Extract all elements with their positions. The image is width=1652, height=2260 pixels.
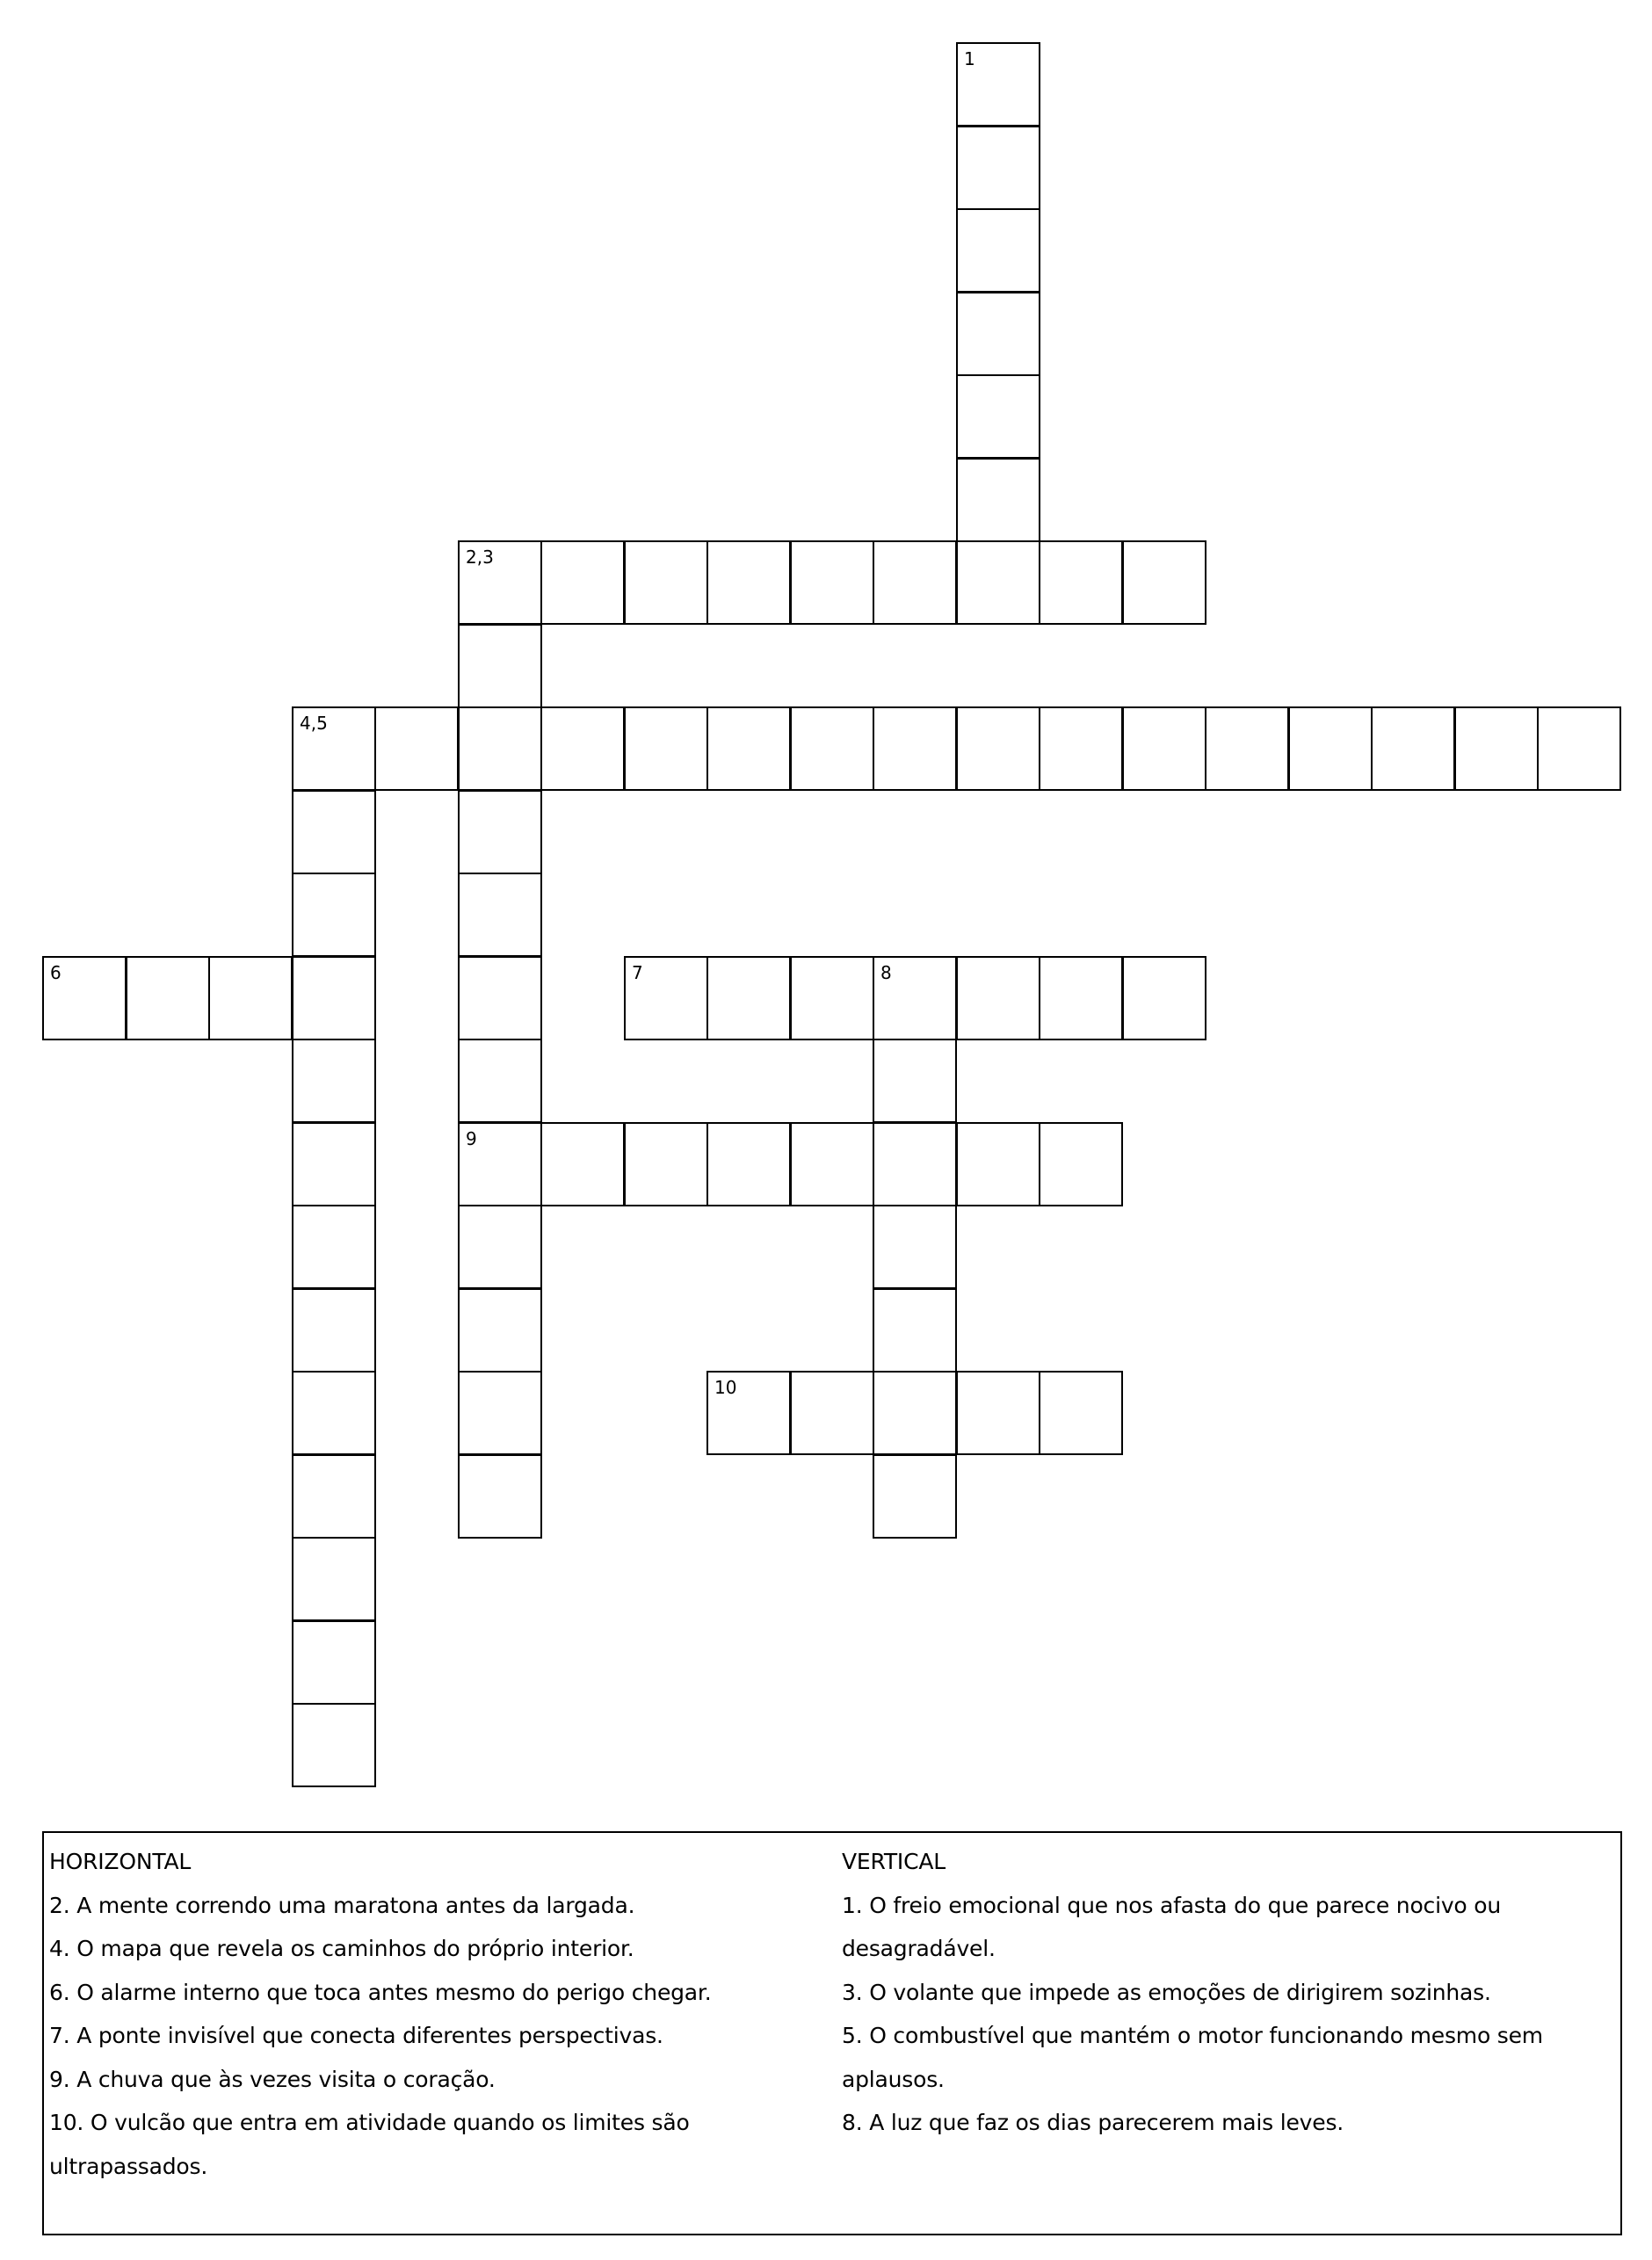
crossword-cell[interactable] <box>292 873 376 957</box>
crossword-cell[interactable] <box>292 790 376 874</box>
crossword-cell[interactable] <box>790 1122 874 1206</box>
clue-number: 8 <box>880 962 892 983</box>
crossword-cell[interactable] <box>706 1122 791 1206</box>
clues-box <box>42 1831 1622 2235</box>
crossword-cell[interactable] <box>956 42 1040 127</box>
horizontal-clue-line: 2. A mente correndo uma maratona antes da largada. <box>49 1892 635 1918</box>
crossword-cell[interactable] <box>292 1371 376 1455</box>
crossword-cell[interactable] <box>1122 540 1206 625</box>
crossword-cell[interactable] <box>1039 706 1123 791</box>
crossword-cell[interactable] <box>956 458 1040 542</box>
crossword-cell[interactable] <box>790 1371 874 1455</box>
crossword-cell[interactable] <box>790 706 874 791</box>
horizontal-clues <box>49 1840 822 2188</box>
horizontal-clue-line: 10. O vulcão que entra em atividade quando os limites são <box>49 2110 690 2135</box>
crossword-cell[interactable] <box>790 956 874 1040</box>
crossword-cell[interactable] <box>1205 706 1289 791</box>
crossword-cell[interactable] <box>292 1537 376 1621</box>
crossword-cell[interactable] <box>956 208 1040 293</box>
crossword-cell[interactable] <box>292 1703 376 1787</box>
crossword-cell[interactable] <box>1288 706 1373 791</box>
crossword-cell[interactable] <box>706 1371 791 1455</box>
horizontal-clue-line: 4. O mapa que revela os caminhos do próprio interior. <box>49 1936 634 1961</box>
crossword-cell[interactable] <box>458 873 542 957</box>
crossword-cell[interactable] <box>292 1039 376 1123</box>
crossword-cell[interactable] <box>292 1122 376 1206</box>
clue-number: 1 <box>964 48 975 69</box>
crossword-cell[interactable] <box>540 540 625 625</box>
crossword-cell[interactable] <box>1122 706 1206 791</box>
crossword-cell[interactable] <box>1537 706 1621 791</box>
crossword-cell[interactable] <box>873 1288 957 1373</box>
crossword-cell[interactable] <box>458 624 542 708</box>
crossword-cell[interactable] <box>1039 1371 1123 1455</box>
clue-number: 6 <box>50 962 62 983</box>
vertical-clues <box>842 1840 1615 2145</box>
crossword-cell[interactable] <box>956 956 1040 1040</box>
vertical-clue-line: desagradável. <box>842 1936 996 1961</box>
crossword-cell[interactable] <box>790 540 874 625</box>
crossword-cell[interactable] <box>374 706 459 791</box>
crossword-cell[interactable] <box>292 1454 376 1539</box>
crossword-cell[interactable] <box>292 1288 376 1373</box>
crossword-cell[interactable] <box>458 1205 542 1289</box>
crossword-cell[interactable] <box>873 540 957 625</box>
crossword-cell[interactable] <box>458 1122 542 1206</box>
crossword-cell[interactable] <box>458 1288 542 1373</box>
crossword-cell[interactable] <box>292 956 376 1040</box>
crossword-cell[interactable] <box>956 1122 1040 1206</box>
crossword-cell[interactable] <box>458 1371 542 1455</box>
horizontal-clue-line: ultrapassados. <box>49 2153 208 2179</box>
crossword-cell[interactable] <box>624 956 708 1040</box>
vertical-clue-line: aplausos. <box>842 2066 945 2092</box>
crossword-cell[interactable] <box>706 540 791 625</box>
clue-number: 10 <box>714 1377 737 1398</box>
vertical-clue-line: 1. O freio emocional que nos afasta do que parece nocivo ou <box>842 1892 1502 1918</box>
crossword-cell[interactable] <box>292 1620 376 1705</box>
crossword-cell[interactable] <box>458 956 542 1040</box>
crossword-cell[interactable] <box>1122 956 1206 1040</box>
crossword-cell[interactable] <box>956 374 1040 459</box>
crossword-cell[interactable] <box>1039 1122 1123 1206</box>
clue-number: 2,3 <box>466 547 494 568</box>
vertical-clue-line: 3. O volante que impede as emoções de dirigirem sozinhas. <box>842 1979 1491 2005</box>
crossword-cell[interactable] <box>956 126 1040 210</box>
vertical-clue-line: 5. O combustível que mantém o motor funcionando mesmo sem <box>842 2023 1543 2048</box>
crossword-cell[interactable] <box>1371 706 1455 791</box>
crossword-cell[interactable] <box>458 790 542 874</box>
crossword-cell[interactable] <box>956 1371 1040 1455</box>
vertical-clue-line: 8. A luz que faz os dias parecerem mais leves. <box>842 2110 1344 2135</box>
crossword-cell[interactable] <box>292 1205 376 1289</box>
vertical-heading: VERTICAL <box>842 1849 946 1874</box>
horizontal-clue-line: 9. A chuva que às vezes visita o coração. <box>49 2066 496 2092</box>
clue-number: 9 <box>466 1128 477 1149</box>
crossword-cell[interactable] <box>873 1122 957 1206</box>
clue-number: 4,5 <box>300 713 328 734</box>
crossword-cell[interactable] <box>956 540 1040 625</box>
crossword-cell[interactable] <box>42 956 127 1040</box>
crossword-cell[interactable] <box>624 1122 708 1206</box>
crossword-cell[interactable] <box>458 706 542 791</box>
crossword-cell[interactable] <box>706 706 791 791</box>
crossword-cell[interactable] <box>208 956 293 1040</box>
crossword-cell[interactable] <box>873 1039 957 1123</box>
horizontal-clue-line: 6. O alarme interno que toca antes mesmo do perigo chegar. <box>49 1979 712 2005</box>
crossword-cell[interactable] <box>540 706 625 791</box>
crossword-cell[interactable] <box>624 706 708 791</box>
crossword-cell[interactable] <box>873 1454 957 1539</box>
crossword-cell[interactable] <box>873 956 957 1040</box>
crossword-cell[interactable] <box>292 706 376 791</box>
crossword-cell[interactable] <box>1039 540 1123 625</box>
crossword-cell[interactable] <box>540 1122 625 1206</box>
crossword-cell[interactable] <box>956 706 1040 791</box>
horizontal-clue-line: 7. A ponte invisível que conecta diferentes perspectivas. <box>49 2023 663 2048</box>
crossword-cell[interactable] <box>873 706 957 791</box>
crossword-cell[interactable] <box>1039 956 1123 1040</box>
crossword-cell[interactable] <box>458 1454 542 1539</box>
horizontal-heading: HORIZONTAL <box>49 1849 192 1874</box>
crossword-cell[interactable] <box>1454 706 1539 791</box>
crossword-cell[interactable] <box>956 292 1040 376</box>
crossword-cell[interactable] <box>126 956 210 1040</box>
crossword-cell[interactable] <box>706 956 791 1040</box>
crossword-cell[interactable] <box>873 1371 957 1455</box>
crossword-cell[interactable] <box>458 1039 542 1123</box>
clue-number: 7 <box>632 962 643 983</box>
crossword-cell[interactable] <box>873 1205 957 1289</box>
crossword-cell[interactable] <box>624 540 708 625</box>
crossword-cell[interactable] <box>458 540 542 625</box>
